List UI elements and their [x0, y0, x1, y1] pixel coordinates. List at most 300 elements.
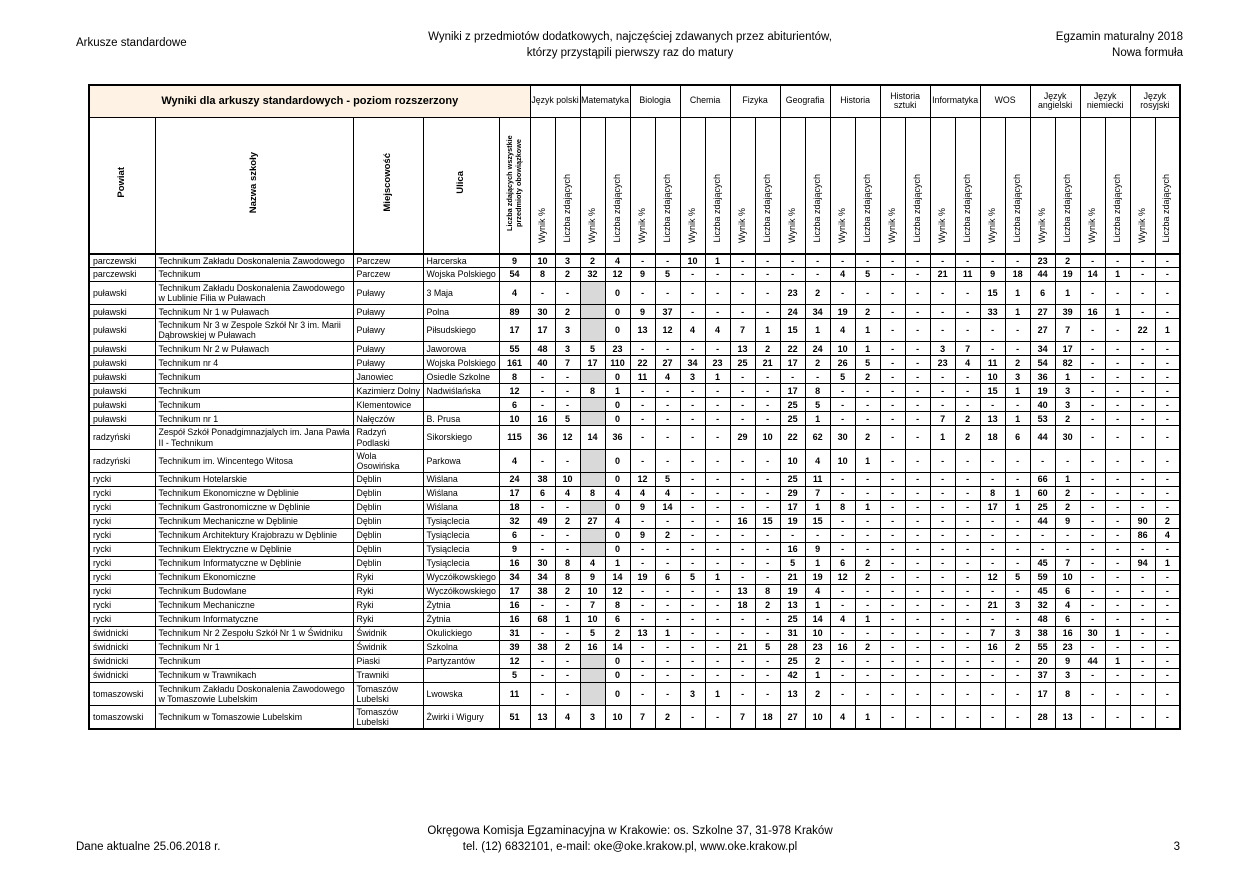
cell-wynik-percent: - [930, 398, 955, 412]
cell-wynik-percent: 34 [1030, 342, 1055, 356]
cell-wynik-percent [580, 654, 605, 668]
cell-wynik-percent: - [930, 706, 955, 730]
cell-wynik-percent: 37 [1030, 668, 1055, 682]
cell-wynik-percent: - [930, 370, 955, 384]
cell-liczba-zdajacych-przedmiot: - [655, 542, 680, 556]
cell-ulica: Żytnia [423, 598, 499, 612]
cell-liczba-zdajacych-przedmiot: 1 [855, 706, 880, 730]
cell-liczba-zdajacych-przedmiot: - [1155, 398, 1180, 412]
cell-powiat: puławski [89, 319, 155, 342]
cell-wynik-percent: - [1130, 449, 1155, 472]
cell-liczba-zdajacych-przedmiot: - [705, 412, 730, 426]
cell-ulica: Polna [423, 305, 499, 319]
table-row [89, 268, 1180, 282]
cell-wynik-percent: - [930, 449, 955, 472]
cell-wynik-percent: 32 [1030, 598, 1055, 612]
cell-wynik-percent: 21 [730, 640, 755, 654]
cell-wynik-percent: - [730, 654, 755, 668]
table-row [89, 412, 1180, 426]
cell-liczba-zdajacych-przedmiot: - [955, 584, 980, 598]
cell-liczba-zdajacych-przedmiot: 34 [805, 305, 830, 319]
cell-nazwa-szkoly: Technikum Budowlane [155, 584, 353, 598]
wynik-percent-header-7 [880, 117, 905, 254]
cell-wynik-percent: - [630, 654, 655, 668]
cell-liczba-zdajacych-przedmiot: - [755, 412, 780, 426]
cell-wynik-percent: 49 [530, 514, 555, 528]
cell-wynik-percent: 10 [680, 254, 705, 268]
cell-liczba-zdajacych-przedmiot: 5 [1005, 570, 1030, 584]
cell-miejscowosc: Dęblin [353, 514, 423, 528]
cell-wynik-percent: - [880, 319, 905, 342]
cell-wynik-percent: 18 [980, 426, 1005, 449]
cell-wynik-percent: - [830, 254, 855, 268]
cell-liczba-zdajacych-przedmiot: - [905, 342, 930, 356]
cell-liczba-zdajacych-przedmiot: - [1005, 542, 1030, 556]
cell-wynik-percent: - [530, 500, 555, 514]
cell-liczba-zdajacych-przedmiot: 0 [605, 370, 630, 384]
cell-wynik-percent: 19 [1030, 384, 1055, 398]
cell-powiat: świdnicki [89, 626, 155, 640]
exam-formula-label: Nowa formuła [1112, 46, 1183, 59]
cell-wynik-percent: 25 [780, 412, 805, 426]
cell-liczba-zdajacych-przedmiot: - [655, 384, 680, 398]
cell-wynik-percent: 21 [930, 268, 955, 282]
cell-liczba-zdajacych-przedmiot: - [855, 486, 880, 500]
cell-wynik-percent: 16 [780, 542, 805, 556]
cell-liczba-zdajacych-przedmiot: - [705, 472, 730, 486]
liczba-zdajacych-header-10 [1055, 117, 1080, 254]
cell-wynik-percent: 3 [930, 342, 955, 356]
cell-ulica: Szkolna [423, 640, 499, 654]
cell-wynik-percent [580, 282, 605, 305]
cell-liczba-zdajacych-przedmiot: 6 [655, 570, 680, 584]
cell-wynik-percent: 10 [980, 370, 1005, 384]
cell-liczba-zdajacych-przedmiot: - [955, 254, 980, 268]
cell-wynik-percent: - [1130, 370, 1155, 384]
cell-wynik-percent [580, 398, 605, 412]
cell-miejscowosc: Dęblin [353, 500, 423, 514]
cell-wynik-percent: - [930, 500, 955, 514]
cell-wynik-percent: 9 [630, 305, 655, 319]
cell-wynik-percent: 9 [580, 570, 605, 584]
cell-wynik-percent: - [880, 342, 905, 356]
cell-wynik-percent: - [680, 528, 705, 542]
cell-liczba-zdajacych-przedmiot: 4 [1055, 598, 1080, 612]
cell-liczba-zdajacych-przedmiot: 3 [1055, 398, 1080, 412]
cell-liczba-zdajacych-przedmiot: 3 [1055, 384, 1080, 398]
cell-liczba-zdajacych-przedmiot: 2 [805, 654, 830, 668]
cell-liczba-zdajacych-przedmiot: 5 [655, 268, 680, 282]
cell-wynik-percent: 10 [580, 584, 605, 598]
wynik-percent-label: Wynik % [686, 207, 697, 243]
cell-liczba-zdajacych-przedmiot: 1 [605, 556, 630, 570]
cell-wynik-percent: - [680, 542, 705, 556]
cell-liczba-zdajacych-przedmiot: - [705, 556, 730, 570]
cell-liczba-zdajacych-przedmiot: - [1105, 254, 1130, 268]
cell-wynik-percent: - [530, 598, 555, 612]
cell-ulica: Żytnia [423, 612, 499, 626]
cell-wynik-percent: 36 [1030, 370, 1055, 384]
cell-wynik-percent: - [680, 514, 705, 528]
cell-liczba-zdajacych-przedmiot: - [1105, 342, 1130, 356]
cell-wynik-percent: - [930, 640, 955, 654]
cell-wynik-percent: 13 [980, 412, 1005, 426]
liczba-zdajacych-label: Liczba zdających [811, 173, 822, 243]
results-table-body [89, 254, 1180, 730]
cell-liczba-zdajacych-przedmiot: 15 [805, 514, 830, 528]
liczba-zdajacych-label: Liczba zdających [1061, 173, 1072, 243]
cell-wynik-percent: 13 [630, 319, 655, 342]
cell-wynik-percent: - [1080, 668, 1105, 682]
cell-wynik-percent: 3 [680, 682, 705, 705]
cell-liczba-zdajacych-przedmiot: 1 [1005, 384, 1030, 398]
cell-liczba-zdajacych-przedmiot: 2 [855, 640, 880, 654]
cell-nazwa-szkoly: Technikum Nr 3 w Zespole Szkół Nr 3 im. Marii Dąbrowskiej w Puławach [155, 319, 353, 342]
cell-liczba-zdajacych-przedmiot: - [955, 514, 980, 528]
cell-liczba-zdajacych-przedmiot: - [955, 640, 980, 654]
cell-wynik-percent [580, 412, 605, 426]
cell-liczba-zdajacych-przedmiot: - [1005, 612, 1030, 626]
cell-liczba-zdajacych-przedmiot: 8 [755, 584, 780, 598]
cell-liczba-zdajacych-przedmiot: - [1005, 584, 1030, 598]
cell-wynik-percent: - [1130, 282, 1155, 305]
cell-liczba-zdajacych-przedmiot: - [1105, 682, 1130, 705]
cell-powiat: rycki [89, 556, 155, 570]
cell-wynik-percent: - [680, 654, 705, 668]
cell-liczba-zdajacych-przedmiot: 2 [805, 356, 830, 370]
cell-wynik-percent: 9 [630, 500, 655, 514]
cell-wynik-percent: - [530, 528, 555, 542]
cell-liczba-zdajacych-przedmiot: 1 [805, 500, 830, 514]
cell-wynik-percent: 23 [780, 282, 805, 305]
cell-wynik-percent: - [680, 626, 705, 640]
wynik-percent-header-4 [730, 117, 755, 254]
table-row [89, 682, 1180, 705]
cell-liczba-zdajacych-przedmiot: - [555, 500, 580, 514]
cell-ulica: Wojska Polskiego [423, 356, 499, 370]
table-row [89, 668, 1180, 682]
header-left-label: Arkusze standardowe [76, 37, 187, 49]
cell-liczba-zdajacych-przedmiot: - [1105, 370, 1130, 384]
cell-liczba-zdajacych-przedmiot: 1 [855, 319, 880, 342]
cell-liczba-zdajacych-przedmiot: - [1005, 682, 1030, 705]
cell-liczba-zdajacych: 55 [499, 342, 530, 356]
cell-wynik-percent: - [880, 598, 905, 612]
cell-ulica: Sikorskiego [423, 426, 499, 449]
cell-liczba-zdajacych-przedmiot: 4 [1155, 528, 1180, 542]
cell-liczba-zdajacych-przedmiot: - [955, 598, 980, 612]
table-row [89, 612, 1180, 626]
cell-miejscowosc: Puławy [353, 319, 423, 342]
wynik-percent-label: Wynik % [786, 207, 797, 243]
cell-miejscowosc: Piaski [353, 654, 423, 668]
cell-liczba-zdajacych-przedmiot: 1 [1105, 654, 1130, 668]
cell-liczba-zdajacych-przedmiot: - [655, 254, 680, 268]
cell-liczba-zdajacych-przedmiot: - [855, 514, 880, 528]
cell-liczba-zdajacych-przedmiot: - [1005, 528, 1030, 542]
cell-liczba-zdajacych-przedmiot: 1 [705, 254, 730, 268]
cell-wynik-percent: 10 [580, 612, 605, 626]
cell-liczba-zdajacych-przedmiot: 1 [1105, 305, 1130, 319]
liczba-zdajacych-header-7 [905, 117, 930, 254]
cell-wynik-percent: - [630, 682, 655, 705]
cell-liczba-zdajacych-przedmiot: - [1105, 486, 1130, 500]
cell-wynik-percent: 13 [530, 706, 555, 730]
cell-liczba-zdajacych-przedmiot: - [905, 268, 930, 282]
cell-liczba-zdajacych-przedmiot: 8 [805, 384, 830, 398]
cell-liczba-zdajacych-przedmiot: 5 [855, 268, 880, 282]
cell-liczba-zdajacych-przedmiot: 7 [1055, 319, 1080, 342]
cell-ulica: Wiślana [423, 472, 499, 486]
table-row [89, 384, 1180, 398]
cell-nazwa-szkoly: Technikum w Tomaszowie Lubelskim [155, 706, 353, 730]
cell-wynik-percent: - [930, 584, 955, 598]
cell-liczba-zdajacych-przedmiot: - [905, 514, 930, 528]
cell-liczba-zdajacych-przedmiot: - [555, 654, 580, 668]
liczba-zdajacych-label: Liczba zdających [561, 173, 572, 243]
cell-wynik-percent: 7 [980, 626, 1005, 640]
cell-liczba-zdajacych-przedmiot: 8 [555, 570, 580, 584]
cell-wynik-percent: - [1130, 412, 1155, 426]
cell-ulica: Harcerska [423, 254, 499, 268]
cell-wynik-percent: - [880, 305, 905, 319]
cell-liczba-zdajacych-przedmiot: 1 [1005, 500, 1030, 514]
cell-ulica [423, 398, 499, 412]
cell-wynik-percent: 13 [630, 626, 655, 640]
cell-liczba-zdajacych-przedmiot: - [1155, 486, 1180, 500]
cell-wynik-percent: 44 [1080, 654, 1105, 668]
cell-wynik-percent: - [830, 384, 855, 398]
cell-wynik-percent: - [980, 528, 1005, 542]
cell-liczba-zdajacych-przedmiot: - [755, 500, 780, 514]
cell-wynik-percent: - [830, 682, 855, 705]
cell-wynik-percent: - [980, 612, 1005, 626]
cell-liczba-zdajacych-przedmiot: - [955, 370, 980, 384]
cell-wynik-percent: 11 [980, 356, 1005, 370]
cell-liczba-zdajacych-przedmiot: - [955, 384, 980, 398]
cell-liczba-zdajacych-przedmiot: 2 [1005, 640, 1030, 654]
cell-powiat: rycki [89, 514, 155, 528]
cell-nazwa-szkoly: Technikum Informatyczne [155, 612, 353, 626]
lead-column-header-label-3: Ulica [454, 171, 466, 194]
cell-liczba-zdajacych-przedmiot: 23 [805, 640, 830, 654]
wynik-percent-label: Wynik % [986, 207, 997, 243]
cell-miejscowosc: Puławy [353, 305, 423, 319]
cell-liczba-zdajacych: 6 [499, 398, 530, 412]
cell-liczba-zdajacych-przedmiot: 2 [805, 682, 830, 705]
cell-wynik-percent: 40 [530, 356, 555, 370]
cell-powiat: puławski [89, 384, 155, 398]
liczba-zdajacych-header-1 [605, 117, 630, 254]
cell-liczba-zdajacych-przedmiot: 1 [1155, 556, 1180, 570]
lead-column-header-3 [423, 117, 499, 254]
liczba-zdajacych-label: Liczba zdających [1161, 173, 1172, 243]
wynik-percent-label: Wynik % [1086, 207, 1097, 243]
cell-liczba-zdajacych-przedmiot: - [1105, 570, 1130, 584]
cell-liczba-zdajacych-przedmiot: - [755, 384, 780, 398]
cell-liczba-zdajacych-przedmiot: 2 [1055, 412, 1080, 426]
cell-liczba-zdajacych-przedmiot: - [1105, 356, 1130, 370]
cell-liczba-zdajacych-przedmiot: - [755, 370, 780, 384]
cell-powiat: puławski [89, 356, 155, 370]
cell-wynik-percent: 5 [580, 342, 605, 356]
cell-liczba-zdajacych-przedmiot: - [1005, 514, 1030, 528]
cell-wynik-percent: 16 [530, 412, 555, 426]
cell-liczba-zdajacych: 32 [499, 514, 530, 528]
table-row [89, 398, 1180, 412]
cell-liczba-zdajacych-przedmiot: - [655, 514, 680, 528]
cell-nazwa-szkoly: Technikum [155, 654, 353, 668]
cell-liczba-zdajacych-przedmiot: 1 [1005, 282, 1030, 305]
cell-liczba-zdajacych-przedmiot: 2 [655, 706, 680, 730]
table-row [89, 500, 1180, 514]
cell-liczba-zdajacych-przedmiot: 2 [855, 305, 880, 319]
cell-wynik-percent: - [1130, 640, 1155, 654]
cell-wynik-percent [580, 472, 605, 486]
cell-wynik-percent: 14 [580, 426, 605, 449]
cell-wynik-percent: 4 [830, 706, 855, 730]
cell-liczba-zdajacych-przedmiot: - [955, 570, 980, 584]
cell-liczba-zdajacych-przedmiot: 15 [755, 514, 780, 528]
cell-liczba-zdajacych-przedmiot: - [705, 626, 730, 640]
cell-wynik-percent: - [1080, 612, 1105, 626]
cell-wynik-percent: - [930, 305, 955, 319]
results-table [88, 84, 1181, 730]
cell-liczba-zdajacych-przedmiot: 14 [805, 612, 830, 626]
cell-nazwa-szkoly: Technikum Mechaniczne w Dęblinie [155, 514, 353, 528]
cell-liczba-zdajacych-przedmiot: 3 [1055, 668, 1080, 682]
cell-nazwa-szkoly: Technikum Informatyczne w Dęblinie [155, 556, 353, 570]
cell-wynik-percent: 7 [730, 706, 755, 730]
cell-liczba-zdajacych-przedmiot: 2 [555, 305, 580, 319]
cell-wynik-percent: - [1130, 384, 1155, 398]
liczba-zdajacych-header-5 [805, 117, 830, 254]
cell-nazwa-szkoly: Technikum Nr 1 [155, 640, 353, 654]
cell-liczba-zdajacych-przedmiot: 4 [605, 514, 630, 528]
cell-liczba-zdajacych-przedmiot: 2 [955, 412, 980, 426]
cell-liczba-zdajacych-przedmiot: 6 [605, 612, 630, 626]
cell-wynik-percent: - [680, 449, 705, 472]
cell-liczba-zdajacych-przedmiot: - [1155, 682, 1180, 705]
cell-wynik-percent: - [930, 570, 955, 584]
cell-liczba-zdajacych-przedmiot: - [1105, 584, 1130, 598]
cell-liczba-zdajacych-przedmiot: 4 [805, 584, 830, 598]
cell-liczba-zdajacych-przedmiot: - [1105, 319, 1130, 342]
cell-wynik-percent: 7 [580, 598, 605, 612]
cell-liczba-zdajacych-przedmiot: 62 [805, 426, 830, 449]
cell-liczba-zdajacych-przedmiot: 1 [1055, 370, 1080, 384]
cell-liczba-zdajacych-przedmiot: 8 [555, 556, 580, 570]
cell-liczba-zdajacych: 34 [499, 570, 530, 584]
lead-column-header-label-0: Powiat [116, 167, 128, 198]
cell-liczba-zdajacych: 89 [499, 305, 530, 319]
cell-liczba-zdajacych-przedmiot: 4 [805, 449, 830, 472]
wynik-percent-label: Wynik % [936, 207, 947, 243]
cell-wynik-percent: - [730, 398, 755, 412]
cell-liczba-zdajacych-przedmiot: - [1005, 449, 1030, 472]
cell-wynik-percent: - [1080, 486, 1105, 500]
cell-liczba-zdajacych-przedmiot: - [755, 398, 780, 412]
cell-wynik-percent: - [680, 426, 705, 449]
wynik-percent-label: Wynik % [1036, 207, 1047, 243]
wynik-percent-header-8 [930, 117, 955, 254]
liczba-zdajacych-header-3 [705, 117, 730, 254]
cell-ulica: Nadwiślańska [423, 384, 499, 398]
cell-liczba-zdajacych-przedmiot: 110 [605, 356, 630, 370]
cell-liczba-zdajacych: 16 [499, 612, 530, 626]
cell-wynik-percent [580, 668, 605, 682]
cell-wynik-percent: - [880, 426, 905, 449]
cell-wynik-percent: 22 [1130, 319, 1155, 342]
cell-liczba-zdajacych-przedmiot: 1 [805, 319, 830, 342]
cell-liczba-zdajacych-przedmiot: 30 [1055, 426, 1080, 449]
cell-wynik-percent: - [630, 384, 655, 398]
cell-wynik-percent: - [680, 584, 705, 598]
cell-liczba-zdajacych-przedmiot: - [1105, 598, 1130, 612]
cell-liczba-zdajacych-przedmiot: - [655, 426, 680, 449]
cell-liczba-zdajacych-przedmiot: - [855, 528, 880, 542]
cell-wynik-percent: 4 [830, 612, 855, 626]
cell-nazwa-szkoly: Technikum [155, 370, 353, 384]
footer-address: Okręgowa Komisja Egzaminacyjna w Krakowie: os. Szkolne 37, 31-978 Kraków [427, 825, 833, 837]
cell-liczba-zdajacych-przedmiot: 23 [705, 356, 730, 370]
cell-liczba-zdajacych-przedmiot: - [705, 426, 730, 449]
cell-wynik-percent: - [880, 268, 905, 282]
liczba-zdajacych-header-9 [1005, 117, 1030, 254]
cell-liczba-zdajacych-przedmiot: 0 [605, 305, 630, 319]
page-title [250, 30, 1010, 61]
cell-wynik-percent: - [980, 319, 1005, 342]
lead-column-header-1 [155, 117, 353, 254]
cell-liczba-zdajacych-przedmiot: - [1155, 282, 1180, 305]
cell-ulica: Tysiąclecia [423, 556, 499, 570]
liczba-zdajacych-label: Liczba zdających [711, 173, 722, 243]
cell-liczba-zdajacych-przedmiot: - [1105, 542, 1130, 556]
cell-wynik-percent: - [880, 556, 905, 570]
cell-liczba-zdajacych-przedmiot: - [905, 305, 930, 319]
cell-liczba-zdajacych-przedmiot: 2 [555, 640, 580, 654]
cell-wynik-percent: 31 [780, 626, 805, 640]
cell-liczba-zdajacych-przedmiot: - [1155, 640, 1180, 654]
cell-liczba-zdajacych-przedmiot: 12 [655, 319, 680, 342]
liczba-zdajacych-header-6 [855, 117, 880, 254]
cell-wynik-percent: - [1080, 472, 1105, 486]
cell-wynik-percent: - [930, 542, 955, 556]
cell-liczba-zdajacych-przedmiot: - [705, 384, 730, 398]
cell-wynik-percent: 38 [530, 584, 555, 598]
cell-liczba-zdajacych-przedmiot: 0 [605, 668, 630, 682]
liczba-zdajacych-header-0 [555, 117, 580, 254]
cell-wynik-percent: 28 [780, 640, 805, 654]
cell-wynik-percent: 24 [780, 305, 805, 319]
cell-wynik-percent: - [630, 640, 655, 654]
cell-miejscowosc: Świdnik [353, 626, 423, 640]
cell-ulica: Żwirki i Wigury [423, 706, 499, 730]
cell-wynik-percent: - [830, 584, 855, 598]
cell-wynik-percent: - [930, 472, 955, 486]
cell-liczba-zdajacych-przedmiot: 1 [1155, 319, 1180, 342]
cell-liczba-zdajacych-przedmiot: - [705, 584, 730, 598]
cell-wynik-percent: 25 [780, 654, 805, 668]
cell-wynik-percent: 54 [1030, 356, 1055, 370]
cell-wynik-percent: - [1080, 706, 1105, 730]
cell-powiat: radzyński [89, 449, 155, 472]
cell-wynik-percent: 40 [1030, 398, 1055, 412]
cell-liczba-zdajacych-przedmiot: - [955, 398, 980, 412]
cell-wynik-percent: 19 [780, 514, 805, 528]
wynik-percent-header-1 [580, 117, 605, 254]
cell-liczba-zdajacych-przedmiot: - [855, 626, 880, 640]
